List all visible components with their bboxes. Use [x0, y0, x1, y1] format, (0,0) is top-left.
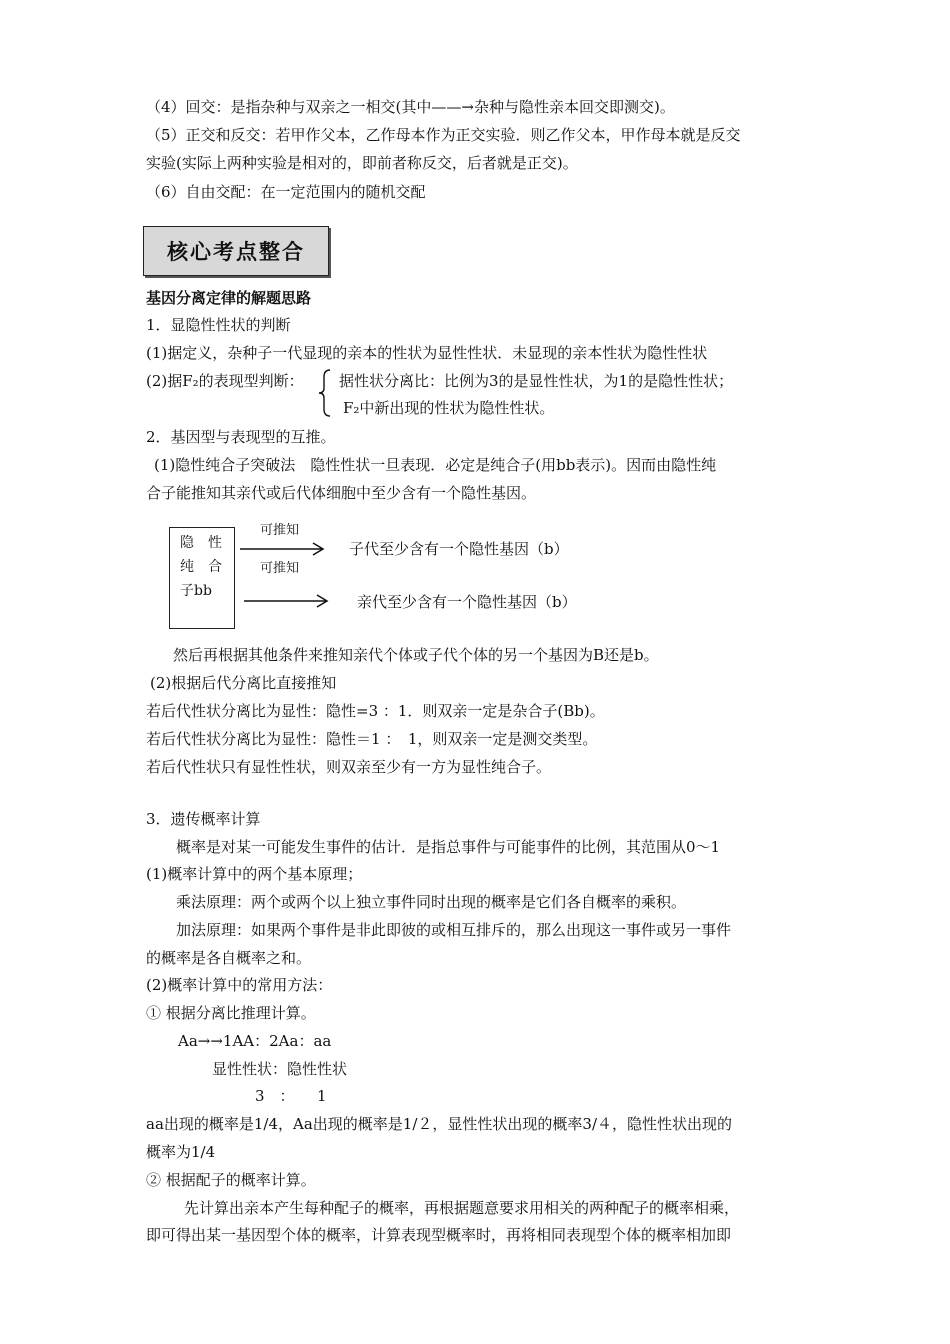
text-line: (2)概率计算中的常用方法：	[146, 976, 333, 994]
text-line: (1)概率计算中的两个基本原理；	[146, 865, 363, 883]
text-line: 1．显隐性性状的判断	[146, 316, 291, 334]
text-line: 2．基因型与表现型的互推。	[146, 428, 336, 446]
text-line: 即可得出某一基因型个体的概率，计算表现型概率时，再将相同表现型个体的概率相加即	[146, 1226, 732, 1244]
text-line: 若后代性状只有显性性状，则双亲至少有一方为显性纯合子。	[146, 758, 552, 776]
section-title: 核心考点整合	[143, 226, 329, 276]
text-line: 据性状分离比：比例为3的是显性性状，为1的是隐性性状；	[339, 372, 734, 390]
text-line: Aa→→1AA：2Aa：aa	[178, 1032, 332, 1050]
text-line: 实验(实际上两种实验是相对的，即前者称反交，后者就是正交)。	[146, 154, 578, 172]
text-line: ② 根据配子的概率计算。	[146, 1171, 316, 1189]
text-line: 合子能推知其亲代或后代体细胞中至少含有一个隐性基因。	[146, 484, 537, 502]
box-line: 子bb	[180, 583, 212, 599]
arrow-label: 可推知	[260, 561, 300, 576]
text-line: 3 ： 1	[255, 1087, 327, 1105]
text-line: 概率是对某一可能发生事件的估计．是指总事件与可能事件的比例，其范围从0～1	[176, 838, 721, 856]
result-text: 亲代至少含有一个隐性基因（b）	[357, 593, 577, 611]
text-line: (1)隐性纯合子突破法 隐性性状一旦表现．必定是纯合子(用bb表示)。因而由隐性纯	[154, 456, 717, 474]
brace-icon	[318, 369, 332, 417]
arrow-right-icon	[244, 593, 330, 609]
text-line: F₂中新出现的性状为隐性性状。	[343, 399, 555, 417]
text-line: （5）正交和反交：若甲作父本，乙作母本作为正交实验．则乙作父本，甲作母本就是反交	[146, 126, 741, 144]
text-line: (2)据F₂的表现型判断：	[146, 372, 304, 390]
result-text: 子代至少含有一个隐性基因（b）	[349, 540, 569, 558]
text-line: 的概率是各自概率之和。	[146, 949, 312, 967]
text-line: 乘法原理：两个或两个以上独立事件同时出现的概率是它们各自概率的乘积。	[176, 893, 687, 911]
text-line: (2)根据后代分离比直接推知	[150, 674, 337, 692]
text-line: aa出现的概率是1/4，Aa出现的概率是1/２，显性性状出现的概率3/４，隐性性状出现的	[146, 1115, 732, 1133]
heading: 基因分离定律的解题思路	[146, 289, 312, 307]
recessive-box	[169, 527, 235, 629]
text-line: 若后代性状分离比为显性：隐性＝1 ： 1，则双亲一定是测交类型。	[146, 730, 598, 748]
text-line: 显性性状：隐性性状	[212, 1060, 348, 1078]
text-line: （4）回交：是指杂种与双亲之一相交(其中——→杂种与隐性亲本回交即测交)。	[146, 98, 675, 116]
text-line: 3．遗传概率计算	[146, 810, 261, 828]
arrow-right-icon	[240, 541, 326, 557]
box-line: 隐 性	[180, 535, 222, 551]
text-line: 若后代性状分离比为显性：隐性=3 ：1．则双亲一定是杂合子(Bb)。	[146, 702, 605, 720]
box-line: 纯 合	[180, 559, 222, 575]
text-line: 然后再根据其他条件来推知亲代个体或子代个体的另一个基因为B还是b。	[173, 646, 659, 664]
text-line: （6）自由交配：在一定范围内的随机交配	[146, 183, 426, 201]
text-line: ① 根据分离比推理计算。	[146, 1004, 316, 1022]
text-line: 先计算出亲本产生每种配子的概率，再根据题意要求用相关的两种配子的概率相乘，	[184, 1199, 740, 1217]
text-line: 概率为1/4	[146, 1143, 216, 1161]
text-line: (1)据定义，杂种子一代显现的亲本的性状为显性性状．未显现的亲本性状为隐性性状	[146, 344, 708, 362]
text-line: 加法原理：如果两个事件是非此即彼的或相互排斥的，那么出现这一事件或另一事件	[176, 921, 732, 939]
arrow-label: 可推知	[260, 523, 300, 538]
